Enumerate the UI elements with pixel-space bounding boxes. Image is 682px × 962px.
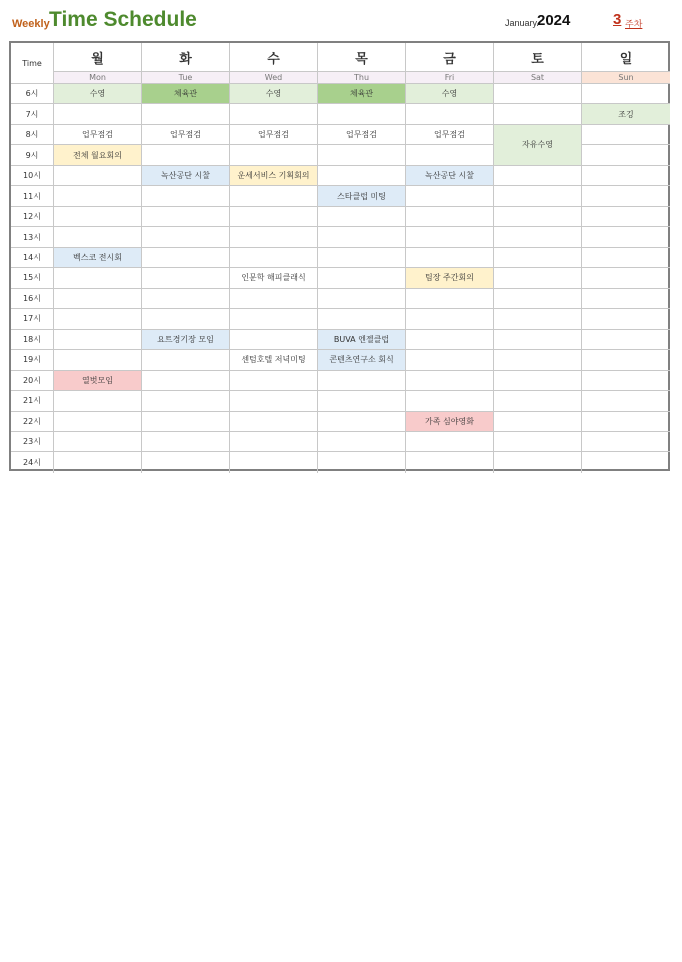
header (12, 8, 672, 34)
schedule-slot[interactable] (406, 227, 494, 247)
hour-label: 17시 (11, 309, 54, 329)
day-header-en: Fri (406, 72, 494, 84)
schedule-slot[interactable] (142, 145, 230, 165)
hour-label: 7시 (11, 104, 54, 124)
schedule-event[interactable]: 업무점검 (318, 125, 406, 145)
schedule-slot[interactable] (54, 432, 142, 452)
schedule-event[interactable]: 전체 월요회의 (54, 145, 142, 165)
schedule-slot[interactable] (494, 309, 582, 329)
schedule-slot[interactable] (582, 84, 670, 104)
day-header-en: Wed (230, 72, 318, 84)
schedule-slot[interactable] (54, 289, 142, 309)
schedule-slot[interactable] (406, 371, 494, 391)
schedule-slot[interactable] (494, 248, 582, 268)
schedule-slot[interactable] (582, 289, 670, 309)
hour-label: 23시 (11, 432, 54, 452)
schedule-event[interactable]: 가족 심야영화 (406, 412, 494, 432)
schedule-event[interactable]: 수영 (230, 84, 318, 104)
month-label: January. (505, 18, 539, 28)
schedule-slot[interactable] (318, 432, 406, 452)
schedule-slot[interactable] (54, 166, 142, 186)
schedule-event[interactable]: 업무점검 (142, 125, 230, 145)
week-number: 3 (613, 11, 622, 28)
schedule-event[interactable]: 센텀호텔 저녁미팅 (230, 350, 318, 370)
schedule-slot[interactable] (230, 391, 318, 411)
schedule-slot[interactable] (494, 371, 582, 391)
day-header-ko: 목 (318, 43, 406, 72)
schedule-slot[interactable] (318, 207, 406, 227)
schedule-slot[interactable] (142, 289, 230, 309)
hour-label: 22시 (11, 412, 54, 432)
schedule-slot[interactable] (494, 227, 582, 247)
hour-label: 12시 (11, 207, 54, 227)
schedule-slot[interactable] (494, 391, 582, 411)
schedule-event[interactable]: 업무점검 (54, 125, 142, 145)
hour-label: 8시 (11, 125, 54, 145)
weekly-label: Weekly (12, 18, 50, 30)
schedule-slot[interactable] (142, 371, 230, 391)
schedule-slot[interactable] (582, 125, 670, 145)
schedule-slot[interactable] (230, 432, 318, 452)
schedule-slot[interactable] (406, 145, 494, 165)
schedule-slot[interactable] (54, 350, 142, 370)
day-header-ko: 화 (142, 43, 230, 72)
schedule-slot[interactable] (582, 412, 670, 432)
schedule-slot[interactable] (54, 207, 142, 227)
week-suffix: 주차 (625, 19, 643, 29)
schedule-event[interactable]: 팀장 주간회의 (406, 268, 494, 288)
schedule-slot[interactable] (142, 268, 230, 288)
day-header-en: Thu (318, 72, 406, 84)
schedule-slot[interactable] (406, 350, 494, 370)
hour-label: 10시 (11, 166, 54, 186)
schedule-slot[interactable] (318, 452, 406, 472)
schedule-event[interactable]: 조깅 (582, 104, 670, 124)
schedule-slot[interactable] (230, 371, 318, 391)
schedule-slot[interactable] (230, 145, 318, 165)
day-header-en: Tue (142, 72, 230, 84)
schedule-slot[interactable] (230, 452, 318, 472)
schedule-slot[interactable] (142, 248, 230, 268)
schedule-slot[interactable] (406, 432, 494, 452)
hour-label: 13시 (11, 227, 54, 247)
schedule-event[interactable]: BUVA 엔젤클럽 (318, 330, 406, 350)
schedule-slot[interactable] (582, 227, 670, 247)
schedule-grid (9, 41, 670, 471)
schedule-slot[interactable] (582, 452, 670, 472)
schedule-event[interactable]: 열벗모임 (54, 371, 142, 391)
schedule-event[interactable]: 스타클럽 미팅 (318, 186, 406, 206)
day-header-ko: 일 (582, 43, 670, 72)
schedule-slot[interactable] (142, 227, 230, 247)
schedule-slot[interactable] (142, 412, 230, 432)
hour-label: 16시 (11, 289, 54, 309)
schedule-slot[interactable] (582, 145, 670, 165)
schedule-slot[interactable] (406, 186, 494, 206)
hour-label: 9시 (11, 145, 54, 165)
hour-label: 11시 (11, 186, 54, 206)
schedule-slot[interactable] (318, 289, 406, 309)
schedule-event[interactable]: 체육관 (142, 84, 230, 104)
schedule-slot[interactable] (582, 432, 670, 452)
schedule-slot[interactable] (406, 309, 494, 329)
schedule-slot[interactable] (582, 309, 670, 329)
schedule-slot[interactable] (494, 412, 582, 432)
schedule-slot[interactable] (54, 104, 142, 124)
schedule-slot[interactable] (142, 309, 230, 329)
schedule-slot[interactable] (318, 309, 406, 329)
schedule-slot[interactable] (318, 145, 406, 165)
schedule-slot[interactable] (318, 412, 406, 432)
schedule-event[interactable]: 수영 (54, 84, 142, 104)
schedule-slot[interactable] (318, 104, 406, 124)
schedule-slot[interactable] (142, 391, 230, 411)
schedule-slot[interactable] (230, 248, 318, 268)
schedule-slot[interactable] (54, 309, 142, 329)
schedule-slot[interactable] (142, 350, 230, 370)
schedule-slot[interactable] (494, 452, 582, 472)
schedule-slot[interactable] (54, 330, 142, 350)
day-header-en: Sat (494, 72, 582, 84)
schedule-event[interactable]: 업무점검 (406, 125, 494, 145)
schedule-event[interactable]: 수영 (406, 84, 494, 104)
schedule-slot[interactable] (406, 104, 494, 124)
schedule-slot[interactable] (494, 186, 582, 206)
schedule-slot[interactable] (142, 452, 230, 472)
schedule-slot[interactable] (494, 350, 582, 370)
schedule-event[interactable]: 녹산공단 시찰 (406, 166, 494, 186)
schedule-event[interactable]: 운세서비스 기획회의 (230, 166, 318, 186)
schedule-slot[interactable] (318, 268, 406, 288)
day-header-en: Sun (582, 72, 670, 84)
hour-label: 20시 (11, 371, 54, 391)
schedule-slot[interactable] (142, 207, 230, 227)
schedule-slot[interactable] (494, 84, 582, 104)
schedule-slot[interactable] (494, 289, 582, 309)
schedule-event[interactable]: 벡스코 전시회 (54, 248, 142, 268)
schedule-slot[interactable] (582, 371, 670, 391)
schedule-slot[interactable] (318, 227, 406, 247)
hour-label: 21시 (11, 391, 54, 411)
schedule-slot[interactable] (494, 104, 582, 124)
schedule-slot[interactable] (582, 268, 670, 288)
schedule-slot[interactable] (230, 186, 318, 206)
schedule-slot[interactable] (230, 207, 318, 227)
schedule-slot[interactable] (318, 248, 406, 268)
day-header-ko: 금 (406, 43, 494, 72)
schedule-slot[interactable] (406, 330, 494, 350)
schedule-slot[interactable] (582, 166, 670, 186)
hour-label: 18시 (11, 330, 54, 350)
schedule-slot[interactable] (54, 227, 142, 247)
schedule-slot[interactable] (406, 452, 494, 472)
hour-label: 15시 (11, 268, 54, 288)
schedule-event[interactable]: 녹산공단 시찰 (142, 166, 230, 186)
schedule-slot[interactable] (230, 309, 318, 329)
schedule-slot[interactable] (494, 432, 582, 452)
schedule-slot[interactable] (582, 186, 670, 206)
schedule-slot[interactable] (582, 350, 670, 370)
hour-label: 14시 (11, 248, 54, 268)
schedule-slot[interactable] (54, 186, 142, 206)
schedule-event[interactable]: 콘텐츠연구소 회식 (318, 350, 406, 370)
schedule-slot[interactable] (318, 166, 406, 186)
schedule-slot[interactable] (318, 391, 406, 411)
schedule-slot[interactable] (54, 391, 142, 411)
day-header-ko: 수 (230, 43, 318, 72)
schedule-slot[interactable] (54, 452, 142, 472)
hour-label: 24시 (11, 452, 54, 472)
schedule-slot[interactable] (582, 391, 670, 411)
schedule-slot[interactable] (230, 289, 318, 309)
hour-label: 6시 (11, 84, 54, 104)
day-header-en: Mon (54, 72, 142, 84)
schedule-slot[interactable] (406, 289, 494, 309)
schedule-event[interactable]: 자유수영 (494, 125, 582, 166)
schedule-slot[interactable] (406, 207, 494, 227)
schedule-slot[interactable] (142, 186, 230, 206)
schedule-slot[interactable] (318, 371, 406, 391)
schedule-slot[interactable] (142, 432, 230, 452)
day-header-ko: 월 (54, 43, 142, 72)
schedule-slot[interactable] (406, 391, 494, 411)
schedule-slot[interactable] (230, 330, 318, 350)
schedule-slot[interactable] (406, 248, 494, 268)
schedule-event[interactable]: 요트경기장 모임 (142, 330, 230, 350)
day-header-ko: 토 (494, 43, 582, 72)
schedule-slot[interactable] (582, 248, 670, 268)
hour-label: 19시 (11, 350, 54, 370)
schedule-slot[interactable] (142, 104, 230, 124)
schedule-slot[interactable] (494, 330, 582, 350)
schedule-event[interactable]: 체육관 (318, 84, 406, 104)
page-title: Time Schedule (49, 8, 197, 31)
time-column-header: Time (11, 43, 54, 84)
schedule-slot[interactable] (230, 412, 318, 432)
schedule-event[interactable]: 인문학 해피클래식 (230, 268, 318, 288)
year-label: 2024 (537, 12, 571, 29)
schedule-slot[interactable] (494, 268, 582, 288)
schedule-slot[interactable] (582, 207, 670, 227)
schedule-slot[interactable] (54, 268, 142, 288)
schedule-slot[interactable] (582, 330, 670, 350)
schedule-event[interactable]: 업무점검 (230, 125, 318, 145)
schedule-slot[interactable] (230, 104, 318, 124)
schedule-slot[interactable] (494, 207, 582, 227)
schedule-slot[interactable] (54, 412, 142, 432)
schedule-slot[interactable] (494, 166, 582, 186)
schedule-slot[interactable] (230, 227, 318, 247)
